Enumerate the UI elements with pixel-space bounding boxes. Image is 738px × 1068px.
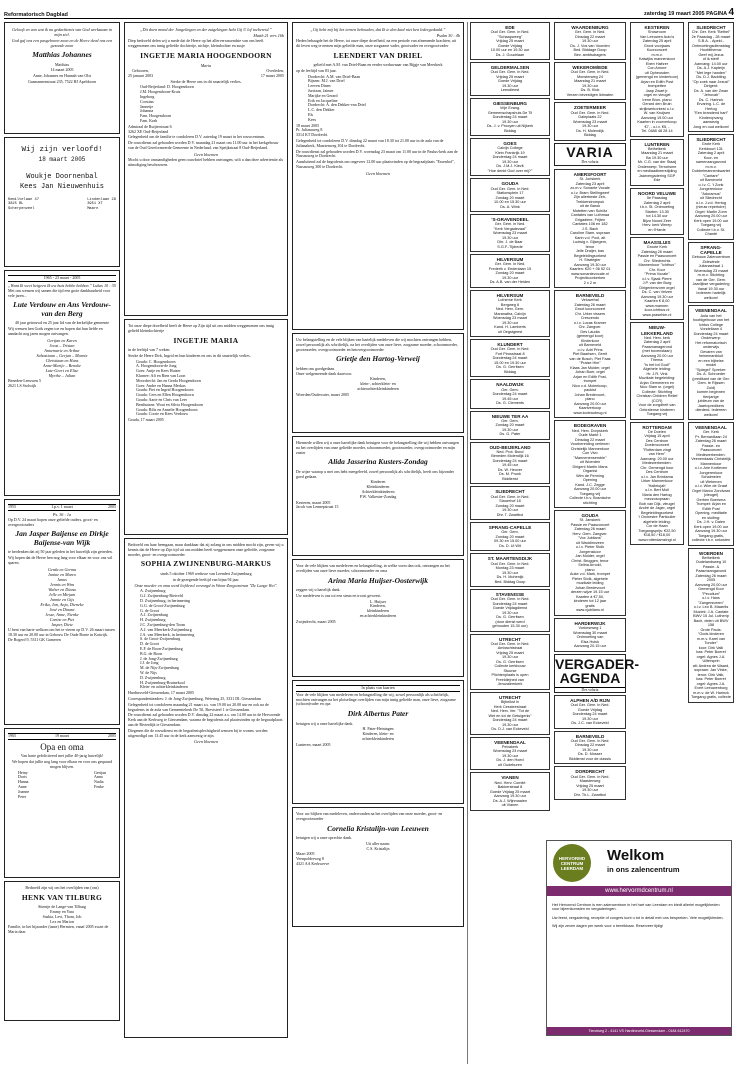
event-item-title: NOORD VELUWE — [637, 190, 677, 196]
church-service — [470, 411, 550, 440]
event-item — [630, 22, 684, 137]
church-service — [470, 254, 550, 288]
church-service-details: Oud Ger. Gem. in Ned. Vrijdag 25 maart Goede Vrijdag 19.30 uur Leesdienst — [490, 70, 530, 93]
event-item — [688, 22, 734, 132]
event-item — [630, 188, 684, 235]
church-service-details: Lutherse Kerk Bergweg 6 Ned. Herv. Gem. Maranatha, Calvijn Woensdag 23 maart 19.30 uur Kand. H. Lamberts uit Oegstgeest — [492, 298, 528, 334]
church-service — [470, 178, 550, 212]
deceased-name: INGETJE MARIA HOOGENDOORN — [140, 50, 272, 60]
meeting-item — [554, 766, 626, 800]
church-service-title: HILVERSUM — [496, 292, 524, 298]
church-service — [470, 290, 550, 337]
varia-item — [554, 510, 626, 616]
varia-item-details: Vorkesrweg 1 Woensdag 30 maart Ontmoeting van Elsa Huisk Aanvang 20.15 uur — [572, 626, 608, 649]
church-service-title: WAARDENBURG — [571, 25, 609, 30]
event-item-title: NIEUW-LEKKERLAND — [641, 325, 673, 336]
page-info: zaterdag 19 maart 2005 PAGINA 4 — [644, 7, 734, 18]
church-service-details: Petrakerk Woensdag 23 maart 19.30 uur Ds. J. den Hoed uit Oudeburen — [492, 744, 528, 767]
event-item-details: Groote Kerk Zaterdag 26 maart Passie en Paasconcert Chr. Sliedrechts Mannenkoor "Ichthus" Chr. Koor "Prima Vocale" o.l.v. Sjaak Pierre J.P. van der Burg Dirigentenvorm orgel Ds. C. van Velzen Aanvang 19.30 uur Kaarten € 8,00 www.mannen koor-ichtbus.nl www.prasehim.nl — [637, 245, 677, 317]
event-item-details: Aula van het hoofdgebouw van het Ichtus College Vondellaan 4 Donderdag 24 maart Onderwerp: Het reformatorisch onderwijs Gevaren van heinemanikluit en een bijbelse model "Spiegel" Spreker: Ds. A. Schroeder (predikant van de Ger. Gem. te Rijssen Zuid) komen beginnen tienjarige jubileum van de Jaartopredikers dierderd. Iedereen welkom! — [692, 313, 730, 417]
event-item-details: 5e Paasdag Zaterdag 2 april t.b.v. St. Ontmoeting Starten: 13.30 tot 14.30 uur Bijzo Noord Zeer Herv. kerk Werep en t'Harde — [639, 196, 675, 232]
church-service-title: NIEUWE TER AA — [491, 413, 529, 419]
church-service-details: Oud Ger. Gem. in Ned. Fort Pirosstraat 8 Donderdag 24 maart 15.00 en 19.30 uur Ds. G. Gerritsen Biddag — [490, 347, 530, 374]
church-service-title: KLUNDERT — [497, 342, 523, 348]
church-service-title: NAALDWIJK — [496, 382, 524, 388]
church-service-details: Ger. Gem. in Ned. "Kerk Vergadezaal" Woensdag 23 maart 19.30 uur Dhr. J. de Baar S.G.F.-Tijdrede — [492, 222, 528, 249]
obituary-van-tilburg: Bedroefd zijn wij om het overlijden van (ons) HENK VAN TILBURG Stientje de Lange-van Tilburg Emmy en Yara Saskia, Levi, Thom, Job Lex en Marion Familie, in het bijzonder (tante) Hermien, vanaf 2005 zwart de Maria daar. — [4, 881, 120, 1021]
church-service-title: GOUDA — [501, 181, 519, 187]
event-item — [688, 242, 734, 303]
column-events-2 — [688, 22, 734, 836]
welkom-url[interactable]: www.hervormdcentrum.nl — [547, 886, 731, 896]
church-list-b — [554, 22, 626, 141]
church-service-title: WEKEROM/EDE — [572, 65, 608, 71]
church-service-title: GIESSENBURG — [493, 100, 527, 106]
event-item-title: WOERDEN — [699, 550, 723, 556]
church-service — [554, 22, 626, 60]
church-service — [470, 522, 550, 551]
church-service — [470, 634, 550, 690]
church-service — [470, 379, 550, 408]
event-item-details: Grote Kerk Kerkbuurt 131 Zaterdag 2 april Koor- en samenzangavond m.m.v. Dubbelmannenkwartet "Cantare" uit Barneveld o.l.v. C. 't Zonk Jongerenkoor "Adoramus" uit Sliedrecht o.l.v. J.v.d. Hertog (nieuw repertoire) Orgel: Martin Zonn Aanvang 20.00 uur Kerk open 19.00 uur Toegang vrij Collecte t.b.v. St. Chantè — [692, 142, 730, 237]
welkom-subtitle: in ons zalencentrum — [607, 865, 680, 874]
church-service-title: GELDERMALSEN — [490, 65, 530, 71]
church-service — [554, 102, 626, 140]
event-item-title: VEENENDAAL — [695, 425, 727, 431]
church-service-details: Ger. Gem. Zondag 20 maart 09.30 en 15.00 uur Ds. D. Ui Wit — [494, 530, 526, 548]
varia-item — [554, 169, 626, 288]
welkom-address: Tiendweg 2 - 4141 VS Hardinxveld-Giessendam - 0184 612470 — [547, 1027, 731, 1035]
church-service-title: ZOETERMEER — [574, 105, 606, 111]
varia-list — [554, 169, 626, 652]
church-service-details: Oud Ger. Gem. in Ned. Stationsplein 17 Zondag 20 maart 10.00 en 15.30 uur Ds. A. Wink — [490, 186, 530, 209]
church-service-title: EDE — [505, 25, 515, 30]
varia-item — [554, 290, 626, 418]
welkom-title: Welkom — [607, 847, 665, 864]
column-family-ads-3 — [292, 22, 464, 1064]
church-service-details: Ned. Herv. Comité Bakkerstraat 8 Goede Vrijdag 25 maart Aanvang 19.30 uur Ds. A.J. Wijnmaalen uit Vianen — [489, 780, 531, 808]
event-item-details: Ger. Kerk Pr. Bernardlaan 24 Zaterdag 26 maart Passie- en Paasconcert Medewerkenden: Veenendaals Christelijk Mannenkoor o.l.v. Arie Kortleven Jongerenkoor Schalmeien uit Wekerom o.l.v. Wim de Graaf Orgel Marco Zondvaar (vleugel) Gerben Boersma Trompet: Arjan en Edith Post Opening, meditatie en sluiting: Ds. J.H. v. Dalen Kerk open 19.00 uur Aanvang 19.30 uur Toegang gratis, collecte t.b.v. onkosten — [691, 430, 731, 543]
meeting-item — [554, 695, 626, 729]
meeting-item-details: Oud Ger. Gem. in Ned. Dinsdag 22 maart 19.30 uur Ds. D. Mosser Biddienst voor de classis — [569, 738, 611, 761]
event-item-details: Showroom Van Leeuwen Auto's Zaterdag 25 april Groot voorjaars Koorconcert m.m.v. Katwijks mannenkoor Eben Haëzer Con Amore uit Opheusden (gemengd en kinderkoor) Arjan en Edith Post trompetten Jaap Zwart jr. orgel en vleugel Irene Bron, piano Gerard den Bruin strijkwerkorkest o.l.v. W. van Kruijsen Aanvang 19.00 uur Kaarten in voorverkoop €7, - o.i.v. €5, - Tel. 0488 48 28 14 — [635, 30, 679, 134]
welkom-zalencentrum-ad: HERVORMD CENTRUM LEERDAM Welkom in ons zalencentrum www.hervormdcentrum.nl Het Hervormd Centrum is een zalencentrum in het hart van Leerdam en biedt allerlei mogelijkheden voor bijeenkomsten en vergaderingen. Uw feest, vergadering, receptie of congres kunt u tot in detail met ons bespreken. Vele mogelijkheden. Wij zijn zeven dagen per week voor u bereikbaar. Reserveer tijdig! Tiendweg 2 - 4141 VS Hardinxveld-Giessendam - 0184 612470 — [546, 840, 732, 1036]
church-service — [470, 442, 550, 485]
church-service-title: STAVENISSE — [495, 592, 525, 598]
church-service-title: SLIEDRECHT — [495, 489, 525, 495]
church-service-title: UTRECHT — [499, 636, 521, 642]
event-item — [630, 422, 684, 546]
event-item-details: Bethelkerk Maandag 21 maart Ba 19.30 uur Mr. C.G. van der Staaij Onderwerp: Terrorisme en mediaadbeerstijding Jaarvergadering SGP Ede — [637, 146, 677, 183]
meeting-item — [554, 731, 626, 765]
anniversary-ad-baijense: 1955 1.p.v. 1 maart 2005 Ps. 36 : 1a Op D.V. 24 maart hopen onze geliefde ouders, groot- en overgrootouders Jan Jasper Baijense en Dirkje Baijense-van Wijk te herdenken dat zij 50 jaar geleden in het huwelijk zijn getreden. Wij hopen dat de Heere hen nog lang voor elkaar en voor ons wil sparen. Gerda en Germa Janine en Marco Janus Jennis en Wim Walter en Diana Jelle en Mirjam Jannie en Gijs Erika, Jan, Anja, Dieneke José en Dinant Jesse, Anne, Nienke Carine en Piet Jasper, Diete U bent van harte welkom om het te vieren op D.V. 26 maart tussen 18.30 uur en 20.00 uur in Gebouw De Oude Bonte in Katwijk. De Bogerd 9, 5311 GK Gameren — [4, 499, 120, 725]
church-service-title: 'S-GRAVENDEEL — [491, 217, 529, 223]
page-header — [4, 4, 734, 19]
event-item — [630, 237, 684, 320]
varia-item-details: Veluwehal Zaterdag 26 maart Groot koorconcert Chr. Urker vissers Crescendo o.l.v. Lucas Kramer Chr. Zangver. Des Laudia (gemengd koor) Kinderkoor uit Barneveld o.l.v. Adri Prins Piet Baartsen, Gerrit van de Bosch, Piet Faas "Praise Him" Klaas Jan Mulder, orgel Johan Boer, orgel Arjan en Edith Post, trompet Nico v.d. Molenkoop, paukist Johan Bredevoort, piano Aanvang 20.00 uur Kaartverkoop www.kcdeaubrug.nl — [569, 298, 611, 415]
church-service-details: Ger. Gem. Zondag 20 maart 19.30 uur Ds. G. Pater — [495, 418, 525, 437]
church-service-details: Oud Ger. Gem. in Ned. Slauerhof 18 Zondag 20 maart 19.30 uur Dhr. T. Zwartbol — [490, 494, 530, 517]
church-service-details: Ger. Gem. in Ned. Frederik v. Eedenlaan 15 Zondag 20 maart 19.30 uur Ds. A.B. van der Heiden — [488, 262, 532, 285]
column-church-services-1 — [470, 22, 550, 1064]
church-service — [470, 98, 550, 136]
church-service-details: Oud Ger. Gem. in Ned. Daleplaats 22 Woensdag 23 maart 19.30 uur Ds. H. Molendijk Biddag — [570, 110, 610, 138]
meeting-item-title: BARNEVELD — [575, 733, 605, 739]
event-item-details: Bethelkerk Oudelandsweg 10 Passie- & Paasmzangavond Zaterdag 26 maart 2005 Aanvang 20.00 uur Gemengd Koor "Peculium" o.l.v. Hans "Zangersveem" o.l.v. Leo B. Maarrits Muziek: J.A. Cantate BWV 15 Jul. Lutherip Bach, delen uit BWV 158 Grote Pauls: "Gods kinderen m.m.v. Karel van Tonder" koor: Dirk Valk bas: Peter Boeret orgel: Agnes J.A. Uiltersprin alt: Andrea de Waard, sopraan: Jan Vinke, tenor: Dirk Valk, bas: Peter Boeret orgel: Agnes J.A. Evert Leeuwenburg m.m.v. de W. Harinck Toegang gratis, collecte — [691, 555, 731, 700]
church-service — [470, 772, 550, 810]
anniversary-ad-verdouw: 1965 - 23 maart - 2005 „Want Ik weet hetgeen Ik uw huis hebbe hebben.” Lukas 10 : 35 Met ons wensen wij samen die tijd een grote dankbaarheid voor vele jaren... Lute Verdouw en Ans Verdouw-van den Berg 40 jaar getrouwd en 25 jaar lid van de kerkelijke gemeente Wij wensen hen Gods zegen toe en hopen dat hun liefde en aandacht nog jaren mogen ontvangen. Gertjan en Karen Joost – Tristan Annemarie en Arthur Sebastiaan – Gerjan – Marnix Christiaan en Hans Anne-Marije – Benoke Lute-Geert en Elise Myrthe – Julian Beneden-Leeuwen 5 2621 LS Stolwijk — [4, 270, 120, 496]
church-list-a — [470, 22, 550, 811]
event-item-title: SLIEDRECHT — [696, 137, 726, 143]
church-service-details: Calvijn College Klein Frankrijk 19 Donderdag 24 maart 19.30 uur Ds. J.M.J. Kievit "Hoe denkt God over mij?" — [487, 146, 533, 173]
church-service — [470, 692, 550, 735]
page-number: 4 — [728, 7, 734, 18]
church-service-details: Oud Ger. Gem. in Ned. "Schaapweeg" Vrijdag 25 maart Goede Vrijdag 10.00 uur en 19.30 uur Ds. J. Goudriaan — [490, 30, 530, 57]
varia-item-title: BODEGRAVEN — [573, 423, 607, 429]
event-list-b — [688, 22, 734, 703]
event-item — [688, 548, 734, 703]
column-family-ads-1 — [4, 22, 120, 1064]
church-service-title: VEENENDAAL — [494, 739, 526, 745]
event-item-title: KESTEREN — [644, 25, 670, 30]
varia-header: VARIA Des volaria — [554, 143, 626, 166]
varia-item — [554, 618, 626, 652]
birth-name: Matthias Johannes — [32, 50, 92, 59]
church-service — [470, 486, 550, 520]
hervormd-centrum-logo: HERVORMD CENTRUM LEERDAM — [553, 844, 591, 882]
column-family-ads-2 — [124, 22, 288, 1064]
church-service-title: GOES — [503, 141, 517, 147]
church-service — [554, 62, 626, 100]
church-service-details: Vrije Evang. Gemeenschapshuis De Til Donderdag 24 maart 19.30 uur Ds. J. v. Prooyen uit Nijkerk Biddag — [486, 106, 534, 133]
varia-item-title: HARDERWIJK — [574, 620, 606, 626]
church-service-title: HILVERSUM — [496, 257, 524, 263]
church-service — [470, 737, 550, 771]
church-service — [470, 214, 550, 252]
thanks-den-hartog: Uw belangstelling en de vele blijken van hartelijk medeleven die wij mochten ontvangen hebben, zowel persoonlijk als schriftelijk, na het overlijden van onze lieve, zorgzame moeder, schoonmoeder, grootmoeder, overgrootmoeder en hetovergrootmoeder Grietje den Hartog-Verweij hebben ons goedgedaan. Onze welgemeende dank daarvoor. Kinderen, klein-, achterklein- en achterachterkleinkinderen Woerden/Oudewater, maart 2005 — [292, 333, 464, 433]
thanks-huijser: Voor de vele blijken van medeleven en belangstelling, in welke vorm dan ook, ontvangen na het overlijden van onze lieve moeder, schoonmoeder en oma Arina Maria Huijser-Oosterwijk zeggen wij u hartelijk dank. Uw medeleven is ons tot een steun en troost geweest. L. Huijser Kinderen, kleinkinderen en achterkleinkinderen Zwijndrecht, maart 2005 — [292, 559, 464, 677]
varia-item-title: AMERSFOORT — [573, 172, 607, 178]
paper-name: Reformatorisch Dagblad — [4, 12, 68, 18]
church-service-details: Bijbelkst In Herk Cessteestraat Ned. Herv. Ver. "Tot de Wet en tot de Getuigenis" Donderdag 24 maart 19.30 uur Ds. D.J. van Eckeveld — [488, 700, 532, 732]
thanks-pater: In plaats van kaarten Voor de vele blijken van medeleven en belangstelling die wij, zowel persoonlijk als schriftelijk, mochten ontvangen na het plotselinge overlijden van mijn innig geliefde man, onze lieve, zorgzame (schoon)vader en opa Dirk Albertus Pater betuigen wij u onze hartelijke dank. H. Pater-Heiningen Kinderen, klein- en achterkleinkinderen Lunteren, maart 2005 — [292, 680, 464, 804]
church-service — [470, 22, 550, 60]
vergader-agenda-header: VERGADER-AGENDA Des volaria — [555, 655, 640, 692]
event-item-title: VEENENDAAL — [695, 308, 727, 314]
anniversary-ad-grandparents: 1965 19 maart 2005 Opa en oma Van harte gefeliciteerd met jullie 40-jarig huwelijk! We hopen dat jullie nog lang voor elkaar en voor ons gespaard mogen blijven. Heiny Doris Hanna Anne Joanne Peter Gertjan Anna Nadia Fenke — [4, 728, 120, 878]
church-service-details: Ger. Gem. in Ned. Dinsdag 22 maart 19.30 uur Ds. J. Vos van Voorden Bed. Biddage Doop Bev. ambtsdragers — [570, 30, 610, 57]
church-service — [470, 589, 550, 632]
varia-item-details: Ned. Herv. Dorpskerk Oude Markt 1 Dinsdag 22 maart Voorbereiding verlenen Christelijk Mannenkoor Con Vivo "Mannenensemble" uit Woerden Dirigent Martin Mans Organist Wim de Penning Opening Kand. J.C. Zegge Aanvang 20.00 uur Toegang vrij Collecte t.b.v. Bosnische stichting — [569, 428, 611, 505]
meeting-item-title: ALPHEN A/D RIJN — [570, 697, 610, 703]
event-item — [688, 422, 734, 546]
church-service-details: Ger. Gem. Donderdag 24 maart 19.45 uur Ds. G. Clements — [492, 387, 528, 406]
event-item-details: Chr. Ger. Kerk "Bethel" 2e Paasdag - 28 maart S.B.A. - Apeld.- Ontmoetingsdienstdag Hoofdthema: Geef mij Jezus of ik sterf! Aanvang: 14.00 uur Ds. A.J. Kapteijn "Met lege handen" Ds. D.J. Baddiing "Op zoek naar Jezus!" Dirigent: Ds. A. van der Zwan "Jehovah" Ds. C. Harinck Ervaring. L.C. de Hertog "Een brandend hart" Kinderopvang aanwezig Jong en oud welkom! — [691, 30, 731, 129]
church-service — [470, 62, 550, 96]
church-service — [470, 339, 550, 377]
church-service-title: UTRECHT — [499, 694, 521, 700]
obituary-zwijnenburg: Bedroefd om haar heengaan, maar dankbaar dat zij zolang in ons midden mocht zijn, geven wij u kennis dat de Heere op Zijn tijd uit ons midden heeft weggenomen onze geliefde, zorgzame moeder, groot- en overgrootmoeder SOPHIA ZWIJNENBURG-MARKUS sinds 5 oktober 1969 weduwe van Leendert Zwijnenburg in de gezegende leeftijd van bijna 94 jaar. Onze moeder en oma werd liefdevol verzorgd in Woon-Zorgcentrum "De Lange Wei". A. Zwijnenburg G.J. Zwijnenburg-Rietveld D. Zwijnenburg, in herinnering G.G. de Groot-Zwijnenburg G. de Groot A.J. Zwijnenburg H. Zwijnenburg J.C. Zwijnenburg-den Toom A.J. van Meerkerk-Zwijnenburg J.A. van Meerkerk, in herinnering S. de Groot-Zwijnenburg D. de Groot E.F. de Boon-Zwijnenburg B.G. de Boon J. de Jong-Zwijnenburg J.J. de Jong M. de Nijs-Zwijnenburg W. de Nijs D. Zwijnenburg H. Zwijnenburg-Bruinekool Klein- en achterkleinkinderen Hardinxveld-Giessendam, 17 maart 2005 Correspondentieadres: J. de Jong-Zwijnenburg, Wetering 25, 3331 DL Giessendam Gelegenheid tot condoleren maandag 21 maart a.s. van 19.00 tot 20.00 uur en ook na de begrafenis in de aula van Gemeentekerk De Til, Brevisteel 1 te Giessendam. De rouwdienst zal gehouden worden D.V. dinsdag 22 maart a.s. om 14.00 uur in de Hervormde Kerk aan de Kerkweg te Giessendam, waarna de begrafenis zal plaatsvinden op de begraafplaats aan de Rivierdijk te Giessendam. Diegenen die de rouwdienst en de begrafenisplechtigheid wensen bij te wonen, worden uitgenodigd om 13.45 uur in de kerk aanwezig te zijn. Geen bloemen — [124, 538, 288, 1038]
birth-ad: Gelooft en van wat ik nu gedachtenis van God werkzaam in mijn ziel. God gaf ons een pasgeboren zoon en de Heere deed ons een gezonde zoon Matthias Johannes Matthias 14 maart 2005 Anne, Johannes en Hannah van Olst Gasmannenstraat 235, 7522 HJ Apeldoorn — [4, 22, 120, 134]
meeting-item-title: DORDRECHT — [575, 769, 605, 775]
event-item-title: SLIEDRECHT — [696, 25, 726, 30]
engagement-ad: Wij zijn verloofd! 18 maart 2005 Woukje Doornenbal Kees Jan Nieuwenhuis Kemiltelaan 47 3825 BL Scherpenzeel Lindenlaan 29 3951 XT Maarn — [4, 137, 120, 267]
event-item-title: ROTTERDAM — [642, 424, 672, 430]
varia-item-details: St. Janskerk Passie en Paasconcert Zaterdag 26 maart Herv. Gem. Zangver. "Vox Jubilans" uit Waddinxveen o.l.v. Pieter Stolk Jongenskoor Jan Mulder, orgel Christ. Bruggen, tenor Selina Arnold, piano Auke v.d. Mark, trompet Pieter Stolk, algehele muzikale leiding Johan Bredevoort derzen wijze 19.15 uur Kaarten à €7,50, kinderen tot 12 jaar gratis www.vjubilans.nl — [569, 518, 611, 613]
event-item-details: De Doelen Vrijdag 15 april Des Centrum Doelenconcert "Rotterdam zingt van Hem" Aanvang: 20.00 uur Medewerkenden: Chr. Gemengd koor Des Centrum o.l.v. Jan Brinksma Urker Mannenkoor 'Hallelujah' o.l.v. Bert Moll Maria den Hartog mezzosopraan Bob van Dijk, vleugel André de Jager, orgel Begeleidingsorkest 'l Orchestre Particulier algehele leiding: Cor de Haan Toegangsprijs: €22,50 €18,50 / €18,00 www.rotterdamzingt.nl — [638, 429, 676, 542]
church-service-details: Oud Ger. Gem. in Ned. Ambachtstraat Vrijdag 25 maart 19.30 uur Ds. G. Gerritsen Collecte kerkbouw Stuurse Plichtenplaats is open Freeldiejned van Jeruzalemkerk — [490, 641, 530, 687]
church-service-details: Oud Ger. Gem. in Ned. Montag 23 maart 19.30 uur Ds. H. Mohenijk Bed. Biddag Doop — [490, 561, 530, 584]
event-item-details: Ned. Herv. kerk Zaterdag 2 april Paasmanagerond (met bovenstaan) Aanvang 20.00 uur Thema: "Is het tot God!" Algehele leiding: Hr. J.R. Vink Muzikale begeleiding: Arjan Gemmeren en Nico Slam sr. (orgel) Collecte: Stichting Christian Children Relief (CCR) Voor de zorgdheit van Oekraïense kinderen Toegang vrij — [636, 335, 678, 417]
obituary-ingetje-maria: Tot onze diepe droefheid heeft de Heere op Zijn tijd uit ons midden weggenomen ons innig geliefd kleindochtertje INGETJE MARIA in de leeftijd van 7 weken. Sterke de Heere Dirk, Ingrid en hun kinderen en ons in dit smartelijk verlies. Gouda: C. Hoogendoorn A. Hoogendoorn-de Jong Goes: Antje en Kees Huizer Klarnee: Afi en Rien van Loon Moordrecht: Jan en Gerda Hoogendoorn Goes: Andre en Hanna Merkus Gouda: Piet en Ingrid Hoogendoorn Gouda: Cees en Ellen Hoogendoorn Gouda: Aarte en Chris van Leer Benthuizen: Wout en Silvia Hoogendoorn Gouda: Bilis en Annelie Hoogendoorn Gouda: Corrie en Kees Verdouw Gouda, 17 maart 2005 — [124, 319, 288, 535]
event-list-a — [630, 22, 684, 545]
column-divider — [467, 22, 468, 1064]
obituary-van-driel: „Gij hebt mij bij het ternen behouden, dat Ik te den kaal niet ben ledergedaald.” Psalm 30 : 4b Heden behaagde het de Heere, tot onze diepe droefheid, na een periode van afnemende krachten, uit dit leven weg te nemen mijn geliefde man, onze zorgzame vader, grootvader en overgrootvader LEENDERT VAN DRIEL geliefd met A.M. van Driel-Baan en eerder weduwnaar van Bijgje van Meerkerk op de leeftijd van 83 jaar. Dordrecht: A.M. van Driel-Baan Bijsem: M.J. van Driel Leeven Dinen Jurriaan, Jaimer Marijke en Gerard Erik en Jacqueline Dordrecht: A. den Dekker-van Driel L.C. den Dekker Els Kees 18 maart 2005 Pr. Julianaweg 8 3314 KT Dordrecht Gelegenheid tot condoleren D.V. dinsdag 22 maart van 18.30 tot 21.00 uur in de aula van de Julianakerk, Maartenweg 104 te Dordrecht. De rouwdienst zal gehouden worden D.V. woensdag 23 maart om 11.00 uur in de Paulus-kerk aan de Nassauweg te Dordrecht. Aansluitend zal de begrafenis om ongeveer 12.00 uur plaatsvinden op de begraafplaats "Essenhof", Nassauweg 300 te Dordrecht. Geen bloemen — [292, 22, 464, 330]
church-service-title: OUD-BEIJERLAND — [489, 444, 531, 450]
church-service-title: VIANEN — [501, 775, 519, 781]
varia-item-details: St. Joriskerk Zaterdag 23 april zo.m.v. Sonante Vocale o.l.v. Bram Stellingwerf Zijn allerbeste Zeh- Trekkerstrompuk uit de Barok Motetten van Schütz Cantates van Luthmaa Grigadiere, Frijten Cantates 106 en 182 J.S. Bach Caroline Stam, sopraan Karin v.d. Pool, alt Ludwig v. Gijsegem, tenor Jelle Draijer, bas Begeleidingsorkest H. Strategier Aanvang 19.30 uur Kaarten: €20 + 06 52 01 www.sonantevocale.nl Projectkoorkerken 2 x 2 m — [569, 177, 611, 285]
thanks-kusters: Hiermede willen wij u onze hartelijke dank betuigen voor de belangstelling die wij hebben ontvangen na het overlijden van onze geliefde moeder, schoonmoeder, grootmoeder, overgrootmoeder en mijn zuster Alida Jasserina Kusters-Zondag De wijze waarop u met ons hebt meegeleefd, zowel persoonlijk als schriftelijk, heeft ons bijzonder goed gedaan. Kinderen Kleinkinderen Achterkleinkinderen P.W. Valkesier-Zondag Kesteren, maart 2005 Jacob van Lennepstraat 15 — [292, 436, 464, 556]
obituary-hoogendoorn: „Dit doen mond der Jongelingen en der zuigelingen hebt Gij U lof toebereid.” Matth 21 vers 16b Diep bedroefd delen wij u mede dat de Heere op het allerverrassendste van ons heeft weggenomen ons innig geliefde dochtertje, nichtje, kleindochter en zusje INGETJE MARIA HOOGENDOORN Maria Gebooren, 25 januari 2003 Overleden, 17 maart 2005 Sterke de Heere ons in dit smartelijk verlies. Oud-Beijerland: D. Hoogendoorn J.M. Hoogendoorn-Kruis Ingeborg Corstian Jannetje Johanna Fam. Hoogendoorn Fam. Krab Admiraal de Ruijterstraat 6 3262 XE Oud-Beijerland Gelegenheid om de familie te condoleren D.V. zaterdag 19 maart in het rouwcentrum. De rouwdienst zal gehouden worden D.V. maandag 21 maart om 11.00 uur in het kerkgebouw van de Oud Gereformeerde Gemeente in Nederland, van Speijkstraat 8 Oud-Beijerland. Geen bloemen Mocht u door omstandigheden geen rouwbrief hebben ontvangen, wilt u dan deze advertentie als uitnodiging beschouwen. — [124, 22, 288, 316]
meeting-list — [554, 695, 626, 800]
church-service-details: Ned. Prot. Bond Beneden Molendijk 16 Donderdag 24 maart 19.45 uur Ds. W. Heuver Ds. M. Pronk Biddienst — [491, 449, 529, 481]
event-item — [688, 134, 734, 240]
church-service-title: ST. MAARTENSDIJK — [487, 556, 533, 562]
church-service-details: Oud Ger. Gem. in Ned. Monsterweg 24 Maandag 21 maart 19.30 uur Ds. B. Klok Verzen bevestigen lidmaten — [566, 70, 614, 97]
event-item — [630, 322, 684, 419]
event-item — [688, 305, 734, 420]
event-item-title: LUNTEREN — [644, 141, 670, 147]
meeting-item-details: Oud Ger. Gem. in Ned. Goede Vrijdag Donderdag 24 maart 19.30 uur Ds. J.C. van Eckeveld — [570, 703, 610, 726]
church-service — [470, 138, 550, 176]
church-service-details: Oud Ger. Gem. in Ned. Donderdag 24 maart Goede Vrijdagdienst 19.30 uur Ds. G. Gerritsen (door dienst werd gehouden 15.30 uur) — [490, 597, 530, 629]
thanks-kristalijn: Voor uw blijken van medeleven, ondervonden na het overlijden van onze moeder, groot- en overgrootmoeder Cornelia Kristalijn-van Leeuwen betuigen wij u onze oprechte dank. Uit aller naam: C.S. Kristalijn Maart 2005 Veenpolderweg 8 4321 AA Kerkwerve — [292, 807, 464, 927]
event-item-details: Gebouw Zalencentrum Zidewinde Julianastraat 1 Woensdag 23 maart m.m.v. Stichting van de Ger. Gem. Jaarlijkse vergadering Vanaf 19.30 uur Iedereen hartelijk welkom! — [691, 255, 731, 300]
varia-item-title: GOUDA — [581, 513, 599, 519]
meeting-item-details: Oud Ger. Gem. in Ned. Maasterweg Vrijdag 25 maart 19.30 uur Dhr. Th.L. Zwartbol — [570, 774, 610, 797]
church-service-title: SPRANG-CAPELLE — [488, 525, 532, 531]
event-item — [630, 139, 684, 186]
varia-item — [554, 420, 626, 508]
event-item-title: MAASSLUIS — [643, 240, 671, 246]
varia-item-title: BARNEVELD — [575, 293, 605, 299]
event-item-title: SPRANG-CAPELLE — [700, 244, 722, 256]
church-service — [470, 553, 550, 587]
